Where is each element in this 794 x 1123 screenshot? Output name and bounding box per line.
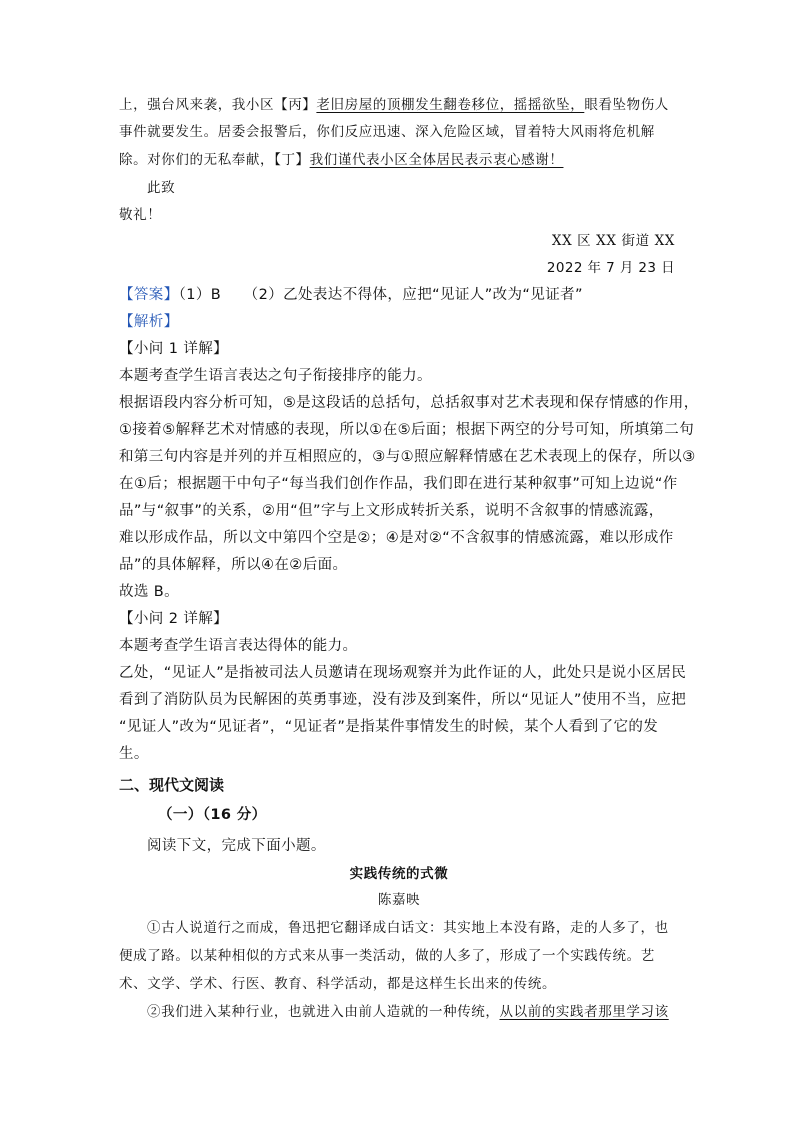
letter-line-3 (119, 150, 679, 170)
letter-text: 上，强台风来袭，我小区【丙】 (119, 97, 317, 113)
answer-label: 【答案】 (119, 287, 179, 303)
q2-line: 生。 (119, 746, 149, 762)
section-heading: 二、现代文阅读 (119, 776, 225, 794)
q1-line: ①接着⑤解释艺术对情感的表现，所以①在⑤后面；根据下两空的分号可知，所填第二句 (119, 422, 695, 438)
q1-label: 【小问 1 详解】 (119, 341, 229, 357)
letter-date: 2022 年 7 月 23 日 (546, 260, 675, 276)
letter-closing-1: 此致 (147, 180, 176, 196)
article-text: ②我们进入某种行业，也就进入由前人造就的一种传统， (147, 1004, 500, 1020)
q1-line: 和第三句内容是并列的并互相照应的，③与①照应解释情感在艺术表现上的保存，所以③ (119, 449, 696, 465)
q1-line: 在①后；根据题干中句子“每当我们创作作品，我们即在进行某种叙事”可知上边说“作 (119, 476, 678, 492)
letter-signature: XX 区 XX 街道 XX (551, 233, 675, 249)
q1-line: 品”与“叙事”的关系，②用“但”字与上文形成转折关系，说明不含叙事的情感流露， (119, 503, 664, 519)
q2-line: 本题考查学生语言表达得体的能力。 (119, 638, 358, 654)
article-paragraph-line: 便成了路。以某种相似的方式来从事一类活动，做的人多了，形成了一个实践传统。艺 (119, 948, 655, 964)
q2-line: 看到了消防队员为民解困的英勇事迹，没有涉及到案件，所以“见证人”使用不当，应把 (119, 692, 687, 708)
letter-underlined-text: 老旧房屋的顶棚发生翻卷移位，摇摇欲坠， (316, 97, 585, 113)
q1-line: 故选 B。 (119, 584, 180, 600)
letter-closing-2: 敬礼！ (119, 207, 162, 223)
article-paragraph-line: 术、文学、学术、行医、教育、科学活动，都是这样生长出来的传统。 (119, 976, 557, 992)
letter-line-1 (119, 95, 679, 115)
letter-line-2: 事件就要发生。居委会报警后，你们反应迅速、深入危险区域，冒着特大风雨将危机解 (119, 124, 655, 140)
analysis-label: 【解析】 (119, 314, 179, 330)
article-title: 实践传统的式微 (349, 866, 449, 882)
letter-text: 除。对你们的无私奉献，【丁】 (119, 152, 310, 168)
q1-line: 品”的具体解释，所以④在②后面。 (119, 557, 348, 573)
section-subheading: （一）（16 分） (158, 807, 267, 823)
q1-line: 本题考查学生语言表达之句子衔接排序的能力。 (119, 368, 432, 384)
q2-label: 【小问 2 详解】 (119, 611, 229, 627)
letter-underlined-text: 我们谨代表小区全体居民表示衷心感谢！ (309, 152, 564, 168)
q2-line: 乙处，“见证人”是指被司法人员邀请在现场观察并为此作证的人，此处只是说小区居民 (119, 665, 687, 681)
answer-line (119, 285, 679, 305)
letter-text: 眼看坠物伤人 (584, 97, 669, 113)
answer-text: （1）B （2）乙处表达不得体，应把“见证人”改为“见证者” (178, 287, 583, 303)
section-instruction: 阅读下文，完成下面小题。 (147, 838, 326, 854)
article-paragraph-line (119, 1002, 707, 1022)
article-underlined-text: 从以前的实践者那里学习该 (499, 1004, 669, 1020)
q2-line: “见证人”改为“见证者”，“见证者”是指某件事情发生的时候，某个人看到了它的发 (119, 719, 659, 735)
q1-line: 难以形成作品，所以文中第四个空是②；④是对②“不含叙事的情感流露，难以形成作 (119, 530, 674, 546)
article-author: 陈嘉映 (377, 892, 421, 908)
article-paragraph-line: ①古人说道行之而成，鲁迅把它翻译成白话文：其实地上本没有路，走的人多了，也 (147, 920, 669, 936)
q1-line: 根据语段内容分析可知，⑤是这段话的总括句，总括叙事对艺术表现和保存情感的作用， (119, 395, 699, 411)
